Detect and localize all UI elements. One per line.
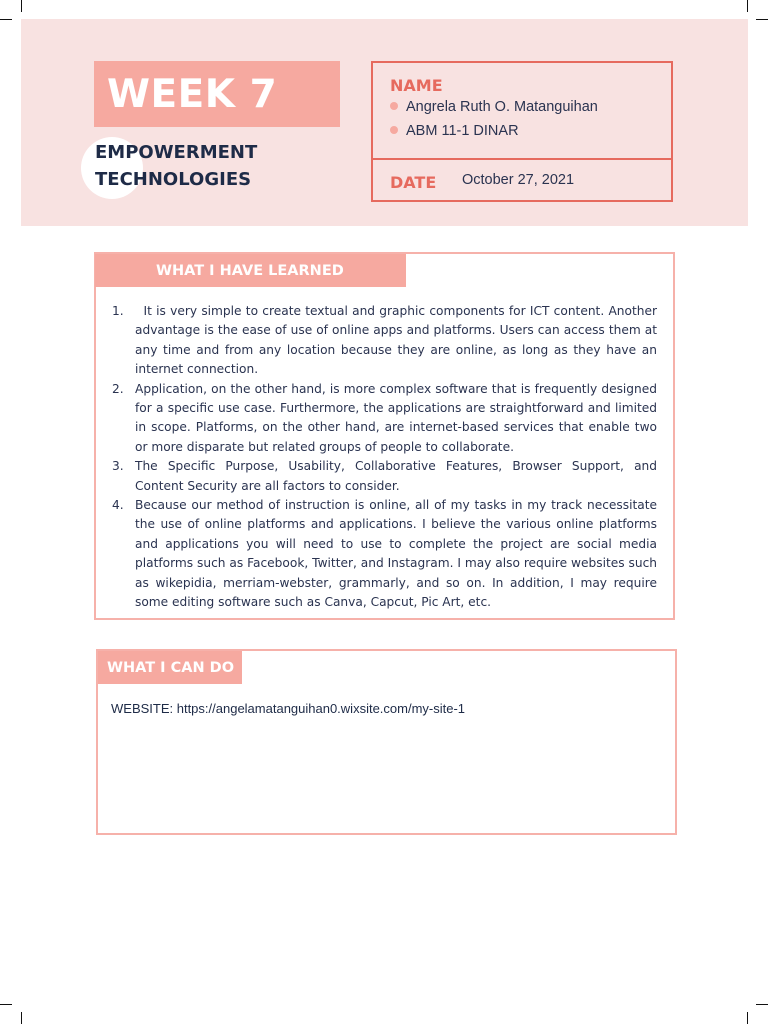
subject-line-2: TECHNOLOGIES	[95, 169, 252, 190]
list-item-number: 4.	[112, 498, 124, 513]
can-do-section-title: WHAT I CAN DO	[98, 651, 242, 684]
list-item-number: 1.	[112, 304, 124, 318]
website-link[interactable]: WEBSITE: https://angelamatanguihan0.wixsite.com/my-site-1	[111, 701, 466, 716]
crop-mark	[0, 19, 12, 20]
list-item	[112, 302, 657, 380]
learned-section-title: WHAT I HAVE LEARNED	[95, 254, 406, 287]
date-value: October 27, 2021	[462, 172, 575, 188]
subject-line-1: EMPOWERMENT	[95, 142, 258, 163]
list-item-text: Application, on the other hand, is more complex software that is frequently designed for a specific use case. Furthermore, the applications are straightforward and limited in scope. Platforms, on the other hand, are internet-based services that enable two or more disparate but related groups of people to collaborate.	[135, 381, 657, 454]
name-item-2	[390, 123, 519, 139]
list-item-number: 2.	[112, 381, 124, 396]
learned-list	[112, 302, 657, 613]
info-divider	[371, 158, 673, 160]
week-title: WEEK 7	[107, 72, 278, 117]
crop-mark	[0, 1004, 12, 1005]
crop-mark	[756, 1004, 768, 1005]
crop-mark	[756, 19, 768, 20]
date-label: DATE	[390, 173, 437, 192]
list-item-text: It is very simple to create textual and graphic components for ICT content. Another advantage is the ease of use of online apps and platforms. Users can access them at any time and from any location because they are online, as long as they have an internet connection.	[135, 304, 657, 377]
name-label: NAME	[390, 76, 443, 95]
crop-mark	[747, 0, 748, 12]
list-item-number: 3.	[112, 459, 124, 474]
bullet-dot-icon	[390, 126, 398, 134]
list-item	[112, 380, 657, 458]
crop-mark	[21, 1012, 22, 1024]
list-item-text: Because our method of instruction is online, all of my tasks in my track necessitate the use of online platforms and applications. I believe the various online platforms and applications you will need to use to complete the project are social media platforms such as Facebook, Twitter, and Instagram. I may also require websites such as wikepidia, merriam-webster, grammarly, and so on. In addition, I may require some editing software such as Canva, Capcut, Pic Art, etc.	[135, 498, 657, 610]
bullet-dot-icon	[390, 102, 398, 110]
list-item	[112, 457, 657, 496]
crop-mark	[21, 0, 22, 12]
crop-mark	[747, 1012, 748, 1024]
name-item-1	[390, 99, 598, 115]
list-item-text: The Specific Purpose, Usability, Collaborative Features, Browser Support, and Content Security are all factors to consider.	[135, 459, 657, 493]
subject-title	[95, 139, 355, 193]
student-name: Angrela Ruth O. Matanguihan	[406, 99, 598, 115]
student-section: ABM 11-1 DINAR	[406, 123, 519, 139]
list-item	[112, 496, 657, 612]
